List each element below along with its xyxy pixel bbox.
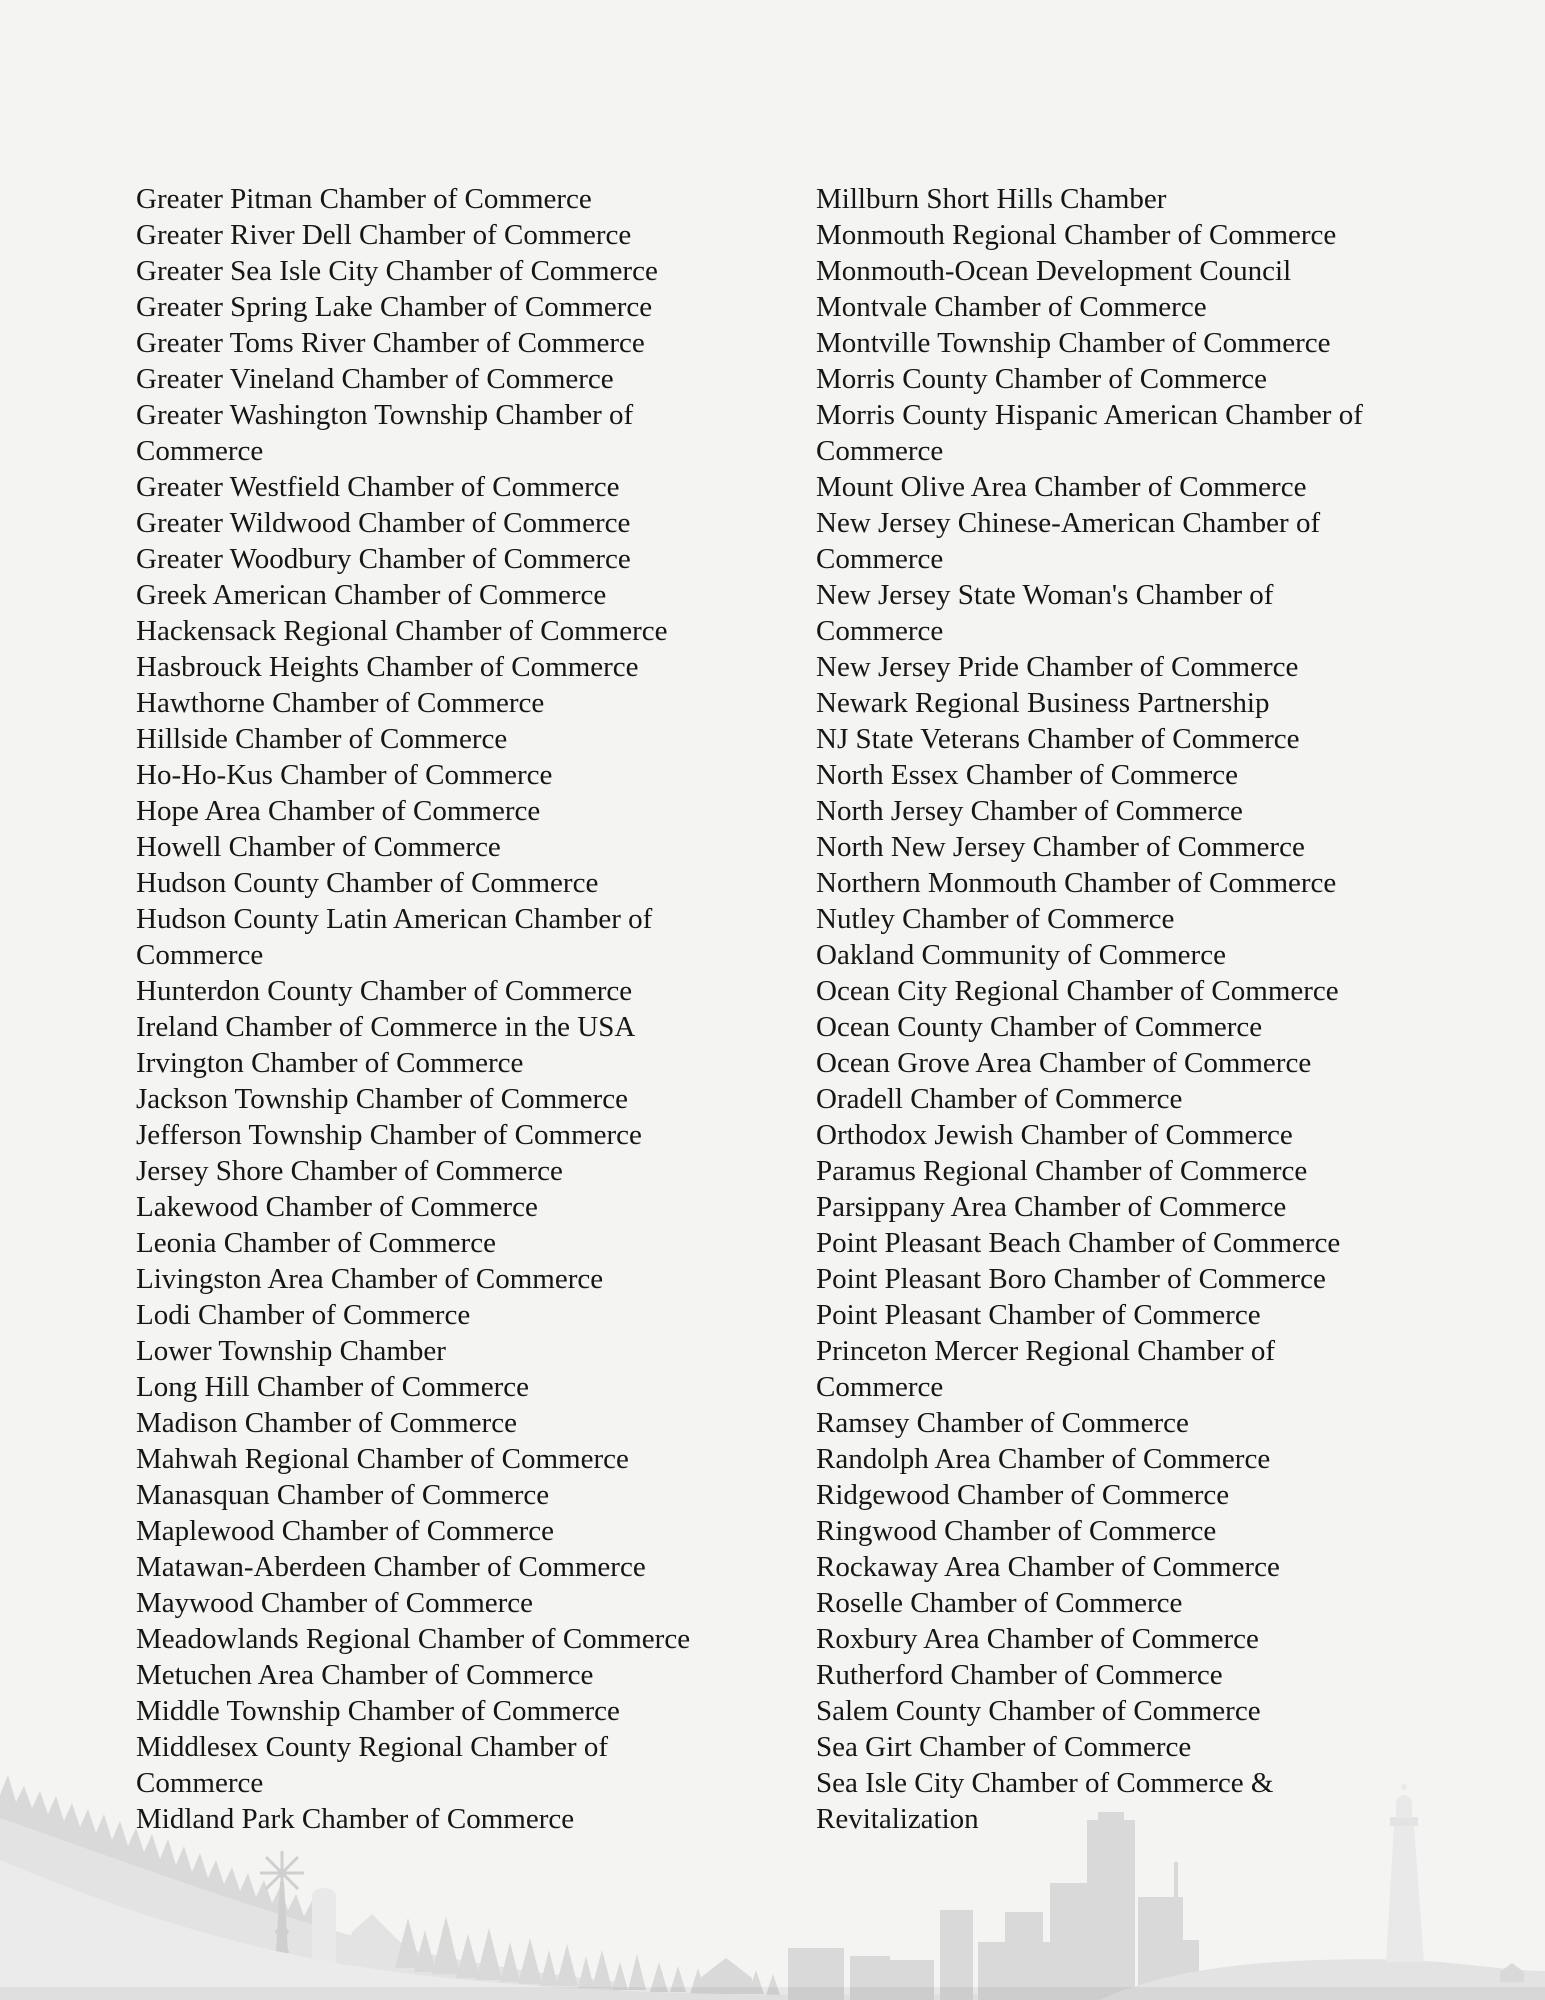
text-line: Hunterdon County Chamber of Commerce: [136, 975, 633, 1007]
text-line: Morris County Hispanic American Chamber of: [816, 399, 1363, 431]
text-line: Hudson County Chamber of Commerce: [136, 867, 599, 899]
text-line: Mount Olive Area Chamber of Commerce: [816, 471, 1307, 503]
text-line: Middlesex County Regional Chamber of: [136, 1731, 608, 1763]
text-line: Sea Girt Chamber of Commerce: [816, 1731, 1192, 1763]
text-line: Matawan-Aberdeen Chamber of Commerce: [136, 1551, 646, 1583]
text-line: Livingston Area Chamber of Commerce: [136, 1263, 604, 1295]
text-line: Madison Chamber of Commerce: [136, 1407, 517, 1439]
text-line: Jersey Shore Chamber of Commerce: [136, 1155, 563, 1187]
text-line: Manasquan Chamber of Commerce: [136, 1479, 550, 1511]
text-line: Lakewood Chamber of Commerce: [136, 1191, 538, 1223]
text-line: Princeton Mercer Regional Chamber of: [816, 1335, 1276, 1367]
text-line: Point Pleasant Boro Chamber of Commerce: [816, 1263, 1326, 1295]
text-line: Greater Spring Lake Chamber of Commerce: [136, 291, 653, 323]
text-line: Greater Pitman Chamber of Commerce: [136, 183, 592, 215]
lighthouse-icon: [1386, 1784, 1424, 1962]
text-line: Roxbury Area Chamber of Commerce: [816, 1623, 1259, 1655]
text-line: Ocean City Regional Chamber of Commerce: [816, 975, 1339, 1007]
right-column: [816, 181, 1363, 1837]
text-line: Ocean Grove Area Chamber of Commerce: [816, 1047, 1312, 1079]
text-line: Randolph Area Chamber of Commerce: [816, 1443, 1271, 1475]
text-line: Ireland Chamber of Commerce in the USA: [136, 1011, 636, 1043]
text-line: Hackensack Regional Chamber of Commerce: [136, 615, 668, 647]
text-line: Rutherford Chamber of Commerce: [816, 1659, 1223, 1691]
text-line: Oakland Community of Commerce: [816, 939, 1226, 971]
text-line: Point Pleasant Chamber of Commerce: [816, 1299, 1261, 1331]
text-line: Millburn Short Hills Chamber: [816, 183, 1167, 215]
text-line: Commerce: [816, 1371, 944, 1403]
text-line: Maywood Chamber of Commerce: [136, 1587, 534, 1619]
text-line: Greater Wildwood Chamber of Commerce: [136, 507, 631, 539]
text-line: Greater Westfield Chamber of Commerce: [136, 471, 620, 503]
text-line: North New Jersey Chamber of Commerce: [816, 831, 1305, 863]
text-line: Ocean County Chamber of Commerce: [816, 1011, 1263, 1043]
text-line: Greater Sea Isle City Chamber of Commerce: [136, 255, 658, 287]
text-line: Paramus Regional Chamber of Commerce: [816, 1155, 1308, 1187]
text-line: Newark Regional Business Partnership: [816, 687, 1270, 719]
antenna-icon: [1174, 1862, 1178, 1902]
text-line: Commerce: [136, 939, 264, 971]
text-line: Mahwah Regional Chamber of Commerce: [136, 1443, 629, 1475]
text-line: New Jersey Chinese-American Chamber of: [816, 507, 1321, 539]
text-line: Hawthorne Chamber of Commerce: [136, 687, 545, 719]
cottage-icon: [1500, 1963, 1524, 1982]
text-line: Greater Vineland Chamber of Commerce: [136, 363, 614, 395]
text-line: Hasbrouck Heights Chamber of Commerce: [136, 651, 639, 683]
text-line: Greater Toms River Chamber of Commerce: [136, 327, 645, 359]
text-line: Hope Area Chamber of Commerce: [136, 795, 541, 827]
text-line: Oradell Chamber of Commerce: [816, 1083, 1183, 1115]
text-line: Montvale Chamber of Commerce: [816, 291, 1207, 323]
text-line: North Jersey Chamber of Commerce: [816, 795, 1243, 827]
text-line: Morris County Chamber of Commerce: [816, 363, 1268, 395]
footer-landscape-art: [0, 1690, 1545, 2000]
text-line: Revitalization: [816, 1803, 979, 1835]
text-line: Greater Washington Township Chamber of: [136, 399, 634, 431]
text-line: New Jersey State Woman's Chamber of: [816, 579, 1274, 611]
text-line: Ridgewood Chamber of Commerce: [816, 1479, 1230, 1511]
text-line: Long Hill Chamber of Commerce: [136, 1371, 530, 1403]
text-line: Lodi Chamber of Commerce: [136, 1299, 471, 1331]
text-line: Hudson County Latin American Chamber of: [136, 903, 653, 935]
text-line: Montville Township Chamber of Commerce: [816, 327, 1331, 359]
text-line: Commerce: [816, 435, 944, 467]
text-line: Midland Park Chamber of Commerce: [136, 1803, 575, 1835]
text-line: Greater Woodbury Chamber of Commerce: [136, 543, 631, 575]
text-line: Sea Isle City Chamber of Commerce &: [816, 1767, 1274, 1799]
text-line: Greek American Chamber of Commerce: [136, 579, 607, 611]
text-line: Jefferson Township Chamber of Commerce: [136, 1119, 642, 1151]
text-line: Point Pleasant Beach Chamber of Commerce: [816, 1227, 1341, 1259]
bottom-shadow-strip: [0, 1987, 1545, 2000]
text-line: Roselle Chamber of Commerce: [816, 1587, 1183, 1619]
text-line: Ramsey Chamber of Commerce: [816, 1407, 1189, 1439]
text-line: Parsippany Area Chamber of Commerce: [816, 1191, 1287, 1223]
left-column: [136, 181, 690, 1837]
text-line: Lower Township Chamber: [136, 1335, 446, 1367]
text-line: Leonia Chamber of Commerce: [136, 1227, 496, 1259]
text-line: Commerce: [816, 615, 944, 647]
text-line: Maplewood Chamber of Commerce: [136, 1515, 554, 1547]
text-line: Metuchen Area Chamber of Commerce: [136, 1659, 594, 1691]
text-line: Monmouth-Ocean Development Council: [816, 255, 1292, 287]
text-line: Monmouth Regional Chamber of Commerce: [816, 219, 1337, 251]
text-line: Northern Monmouth Chamber of Commerce: [816, 867, 1337, 899]
text-line: Commerce: [816, 543, 944, 575]
text-line: Hillside Chamber of Commerce: [136, 723, 508, 755]
text-line: Middle Township Chamber of Commerce: [136, 1695, 620, 1727]
text-line: Irvington Chamber of Commerce: [136, 1047, 524, 1079]
text-line: Commerce: [136, 1767, 264, 1799]
text-line: Nutley Chamber of Commerce: [816, 903, 1175, 935]
text-line: North Essex Chamber of Commerce: [816, 759, 1239, 791]
text-line: New Jersey Pride Chamber of Commerce: [816, 651, 1299, 683]
text-line: Ho-Ho-Kus Chamber of Commerce: [136, 759, 553, 791]
text-line: Commerce: [136, 435, 264, 467]
text-line: Jackson Township Chamber of Commerce: [136, 1083, 628, 1115]
text-line: Ringwood Chamber of Commerce: [816, 1515, 1217, 1547]
text-line: Howell Chamber of Commerce: [136, 831, 501, 863]
city-skyline-silhouette: [788, 1812, 1199, 2000]
text-line: Greater River Dell Chamber of Commerce: [136, 219, 632, 251]
text-line: NJ State Veterans Chamber of Commerce: [816, 723, 1300, 755]
text-line: Rockaway Area Chamber of Commerce: [816, 1551, 1280, 1583]
text-line: Meadowlands Regional Chamber of Commerce: [136, 1623, 691, 1655]
text-line: Salem County Chamber of Commerce: [816, 1695, 1261, 1727]
text-line: Orthodox Jewish Chamber of Commerce: [816, 1119, 1293, 1151]
